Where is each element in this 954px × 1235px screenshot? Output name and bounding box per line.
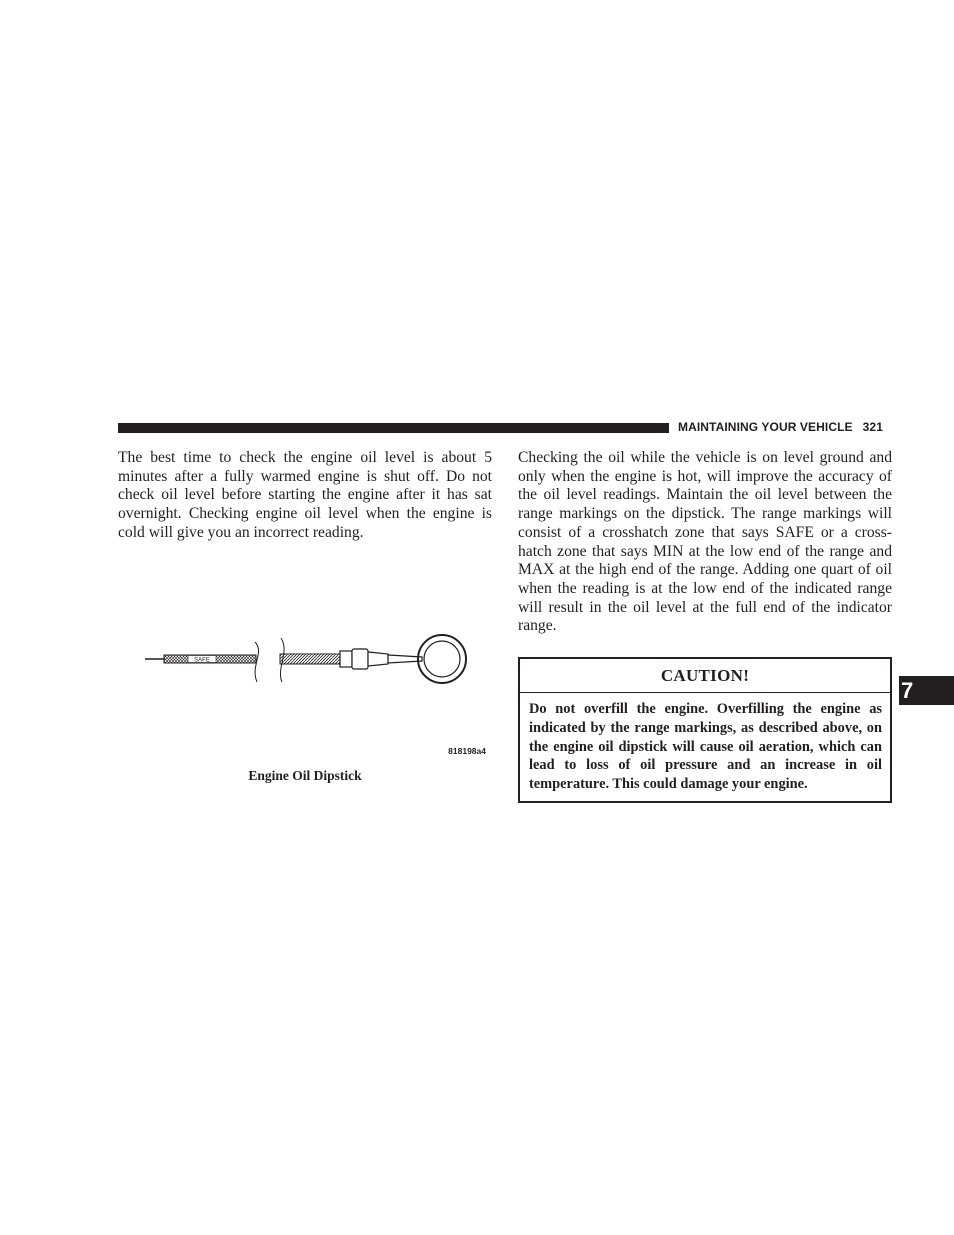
caution-title: CAUTION!	[520, 659, 890, 693]
dipstick-shaft	[280, 649, 422, 669]
caution-box	[518, 657, 892, 803]
caution-body: Do not overfill the engine. Overfilling the engine as indicated by the range markings, as described above, on the engine oil dipstick will cause oil aeration, which can lead to loss of oil pressure and an increase in oil temperature. This could damage your engine.	[529, 701, 882, 793]
chapter-number: 7	[901, 678, 914, 703]
chapter-tab	[899, 676, 954, 705]
dipstick-marking: SAFE	[194, 657, 210, 664]
figure-code: 818198a4	[448, 746, 486, 756]
page-number: 321	[862, 420, 883, 434]
figure-caption: Engine Oil Dipstick	[248, 768, 362, 783]
left-column-paragraph: The best time to check the engine oil level is about 5 minutes after a fully warmed engine is shut off. Do not check oil level before starting the engine after it has sat overnight. Checking engine oil level when the engine is cold will give you an incorrect reading.	[118, 449, 492, 541]
right-column-paragraph: Checking the oil while the vehicle is on level ground and only when the engine is hot, will improve the accuracy of the oil level readings. Maintain the oil level between the range markings on the dipstick. The range markings will consist of a crosshatch zone that says SAFE or a cross-hatch zone that says MIN at the low end of the range and MAX at the high end of the range. Adding one quart of oil when the reading is at the low end of the indicated range will result in the oil level at the full end of the indicator range.	[518, 449, 892, 635]
dipstick-tip	[145, 655, 256, 664]
dipstick-ring-handle	[418, 635, 466, 683]
header-rule	[118, 423, 669, 433]
dipstick-illustration	[140, 628, 490, 760]
running-header	[678, 420, 883, 434]
section-title: MAINTAINING YOUR VEHICLE	[678, 420, 853, 434]
